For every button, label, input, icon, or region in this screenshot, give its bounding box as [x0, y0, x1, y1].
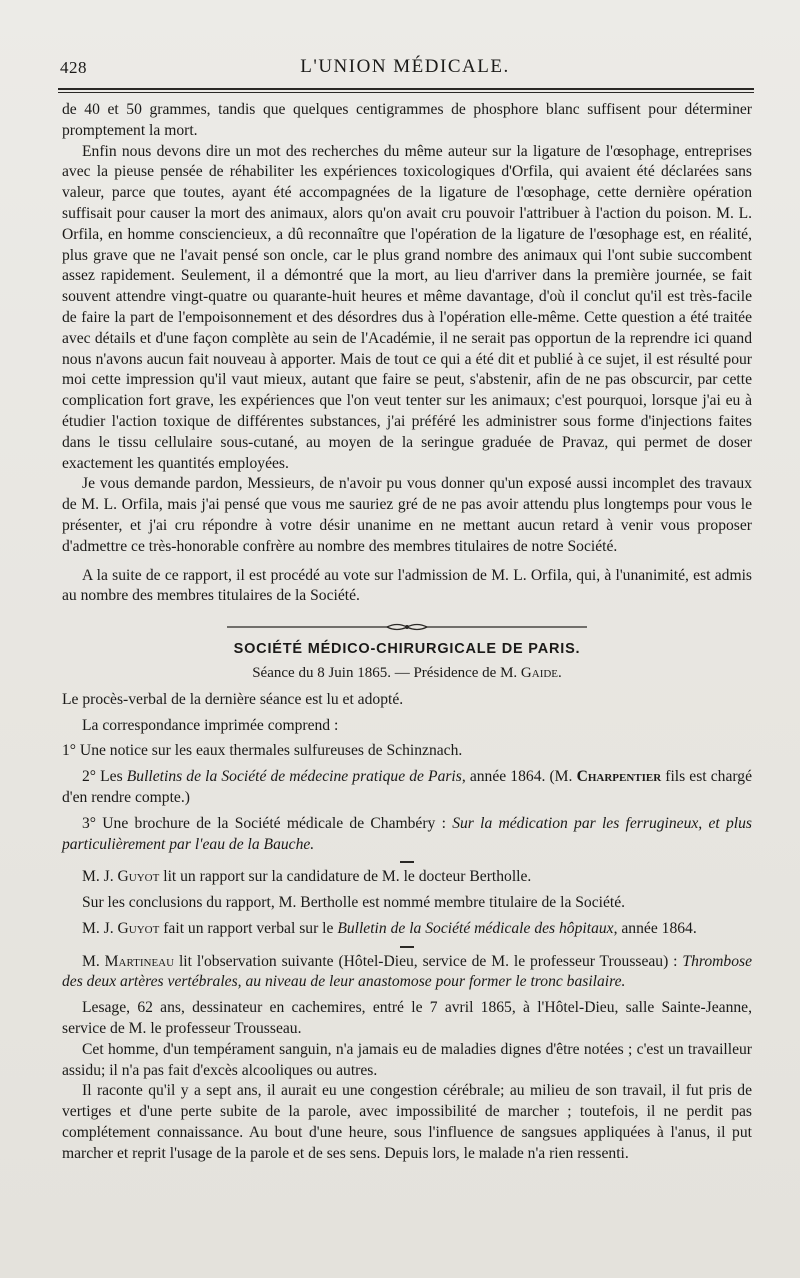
item2-c: fils est chargé d'en rendre compte.)	[62, 768, 752, 806]
item2-italic: Bulletins de la Société de médecine pratique de Paris	[126, 768, 462, 786]
list-item: 1° Une notice sur les eaux thermales sulfureuses de Schinznach.	[62, 742, 463, 760]
article-body	[62, 100, 752, 1165]
speaker-name: M. Martineau	[82, 952, 175, 970]
paragraph: Enfin nous devons dire un mot des recherches du même auteur sur la ligature de l'œsophage, entreprises avec la pieuse pensée de réhabiliter les expériences toxicologiques d'Orfila, qui avaient été déclarées sans valeur, parce que toutes, ayant été accompagnées de la ligature de l'œsophage, cette dernière opération suffisait pour causer la mort des animaux, alors qu'on avait cru pouvoir l'attribuer à l'action du poison. M. L. Orfila, en homme consciencieux, a dû reconnaître que l'opération de la ligature de l'œsophage est, en réalité, plus grave que ne l'avait pensé son oncle, car le plus grand nombre des animaux qui l'ont subie succombent assez rapidement. Seulement, il a démontré que la mort, au lieu d'arriver dans la première journée, se fait souvent attendre vingt-quatre ou quarante-huit heures et même davantage, d'où il conclut qu'il est très-facile de faire la part de l'empoisonnement et des désordres dus à l'opération elle-même. Cette question a été traitée avec détails et d'une façon complète au sein de l'Académie, il ne serait pas opportun de la reprendre ici quand nous n'avons aucun fait nouveau à apporter. Mais de tout ce qui a été dit et publié à ce sujet, il est résulté pour moi cette impression qu'il vaut mieux, autant que faire se peut, s'abstenir, afin de ne pas obscurcir, par cette complication fort grave, les expériences que l'on veut tenter sur les animaux; c'est pourquoi, lorsque j'ai eu à étudier l'action toxique de différentes substances, j'ai préféré les administrer sous forme d'injections faites dans le tissu cellulaire sous-cutané, au moyen de la seringue graduée de Pravaz, qui permet de doser exactement les quantités employées.	[62, 142, 752, 472]
ornamental-divider	[227, 621, 587, 633]
paragraph	[62, 867, 752, 888]
paragraph: Cet homme, d'un tempérament sanguin, n'a jamais eu de maladies dignes d'être notées ; c'est un travailleur assidu; il n'a pas fait d'excès alcooliques ou autres.	[62, 1040, 752, 1079]
correspondance-intro: La correspondance imprimée comprend :	[82, 716, 339, 734]
item3-italic: Sur la médication par les ferrugineux, et plus particulièrement par l'eau de la Bauche.	[62, 814, 752, 853]
president-name: Gaide	[520, 664, 559, 681]
item3-a: 3° Une brochure de la Société médicale de Chambéry :	[82, 814, 453, 832]
speaker-name: M. J. Guyot	[82, 868, 160, 886]
guyot2-b: , année 1864.	[613, 919, 697, 937]
speaker-name: M. J. Guyot	[82, 919, 160, 937]
observation-title: Thrombose des deux artères vertébrales, au niveau de leur anastomose pour former le tronc basilaire.	[62, 952, 752, 991]
paragraph: de 40 et 50 grammes, tandis que quelques centigrammes de phosphore blanc suffisent pour déterminer promptement la mort.	[62, 101, 752, 139]
paragraph: Sur les conclusions du rapport, M. Bertholle est nommé membre titulaire de la Société.	[82, 894, 626, 912]
page-number: 428	[60, 58, 87, 77]
section-title: SOCIÉTÉ MÉDICO-CHIRURGICALE DE PARIS.	[233, 641, 581, 658]
guyot1-text: lit un rapport sur la candidature de M. le docteur Bertholle.	[159, 868, 532, 886]
list-item	[62, 814, 752, 856]
guyot2-italic: Bulletin de la Société médicale des hôpitaux	[337, 919, 614, 937]
guyot2-a: fait un rapport verbal sur le	[159, 919, 338, 937]
item2-b: , année 1864. (M.	[461, 768, 577, 786]
header-rule	[58, 88, 754, 93]
paragraph	[62, 919, 752, 940]
seance-text: Séance du 8 Juin 1865. — Présidence de M.	[252, 664, 521, 681]
paragraph: A la suite de ce rapport, il est procédé au vote sur l'admission de M. L. Orfila, qui, à l'unanimité, est admis au nombre des membres titulaires de la Société.	[62, 566, 752, 605]
paragraph	[62, 952, 752, 994]
list-item	[62, 767, 752, 809]
running-title: L'UNION MÉDICALE.	[300, 56, 510, 77]
paragraph: Lesage, 62 ans, dessinateur en cachemires, entré le 7 avril 1865, à l'Hôtel-Dieu, salle Sainte-Jeanne, service de M. le professeur Trousseau.	[62, 999, 752, 1038]
seance-end: .	[558, 664, 562, 681]
paragraph: Il raconte qu'il y a sept ans, il aurait eu une congestion cérébrale; au milieu de son travail, il fut pris de vertiges et d'une perte subite de la parole, avec impossibilité de marcher ; toutefois, il ne perdit pas complétement connaissance. Au bout d'une heure, sous l'influence de sangsues appliquées à l'anus, il put marcher et reprit l'usage de la parole et de ses sens. Depuis lors, le malade n'a rien ressenti.	[62, 1082, 752, 1162]
seance-line	[62, 663, 752, 684]
item2-name: Charpentier	[576, 768, 662, 786]
proces-verbal: Le procès-verbal de la dernière séance est lu et adopté.	[62, 690, 404, 708]
page-header	[60, 52, 750, 84]
martineau-text: lit l'observation suivante (Hôtel-Dieu, service de M. le professeur Trousseau) :	[174, 952, 683, 970]
paragraph: Je vous demande pardon, Messieurs, de n'avoir pu vous donner qu'un exposé aussi incomplet des travaux de M. L. Orfila, mais j'ai pensé que vous me sauriez gré de ne pas avoir attendu plus longtemps pour vous le présenter, et j'ai cru répondre à votre désir unanime en ne mettant aucun retard à venir vous proposer d'admettre ce très-honorable confrère au nombre des membres titulaires de notre Société.	[62, 475, 752, 555]
item2-a: 2° Les	[82, 768, 127, 786]
